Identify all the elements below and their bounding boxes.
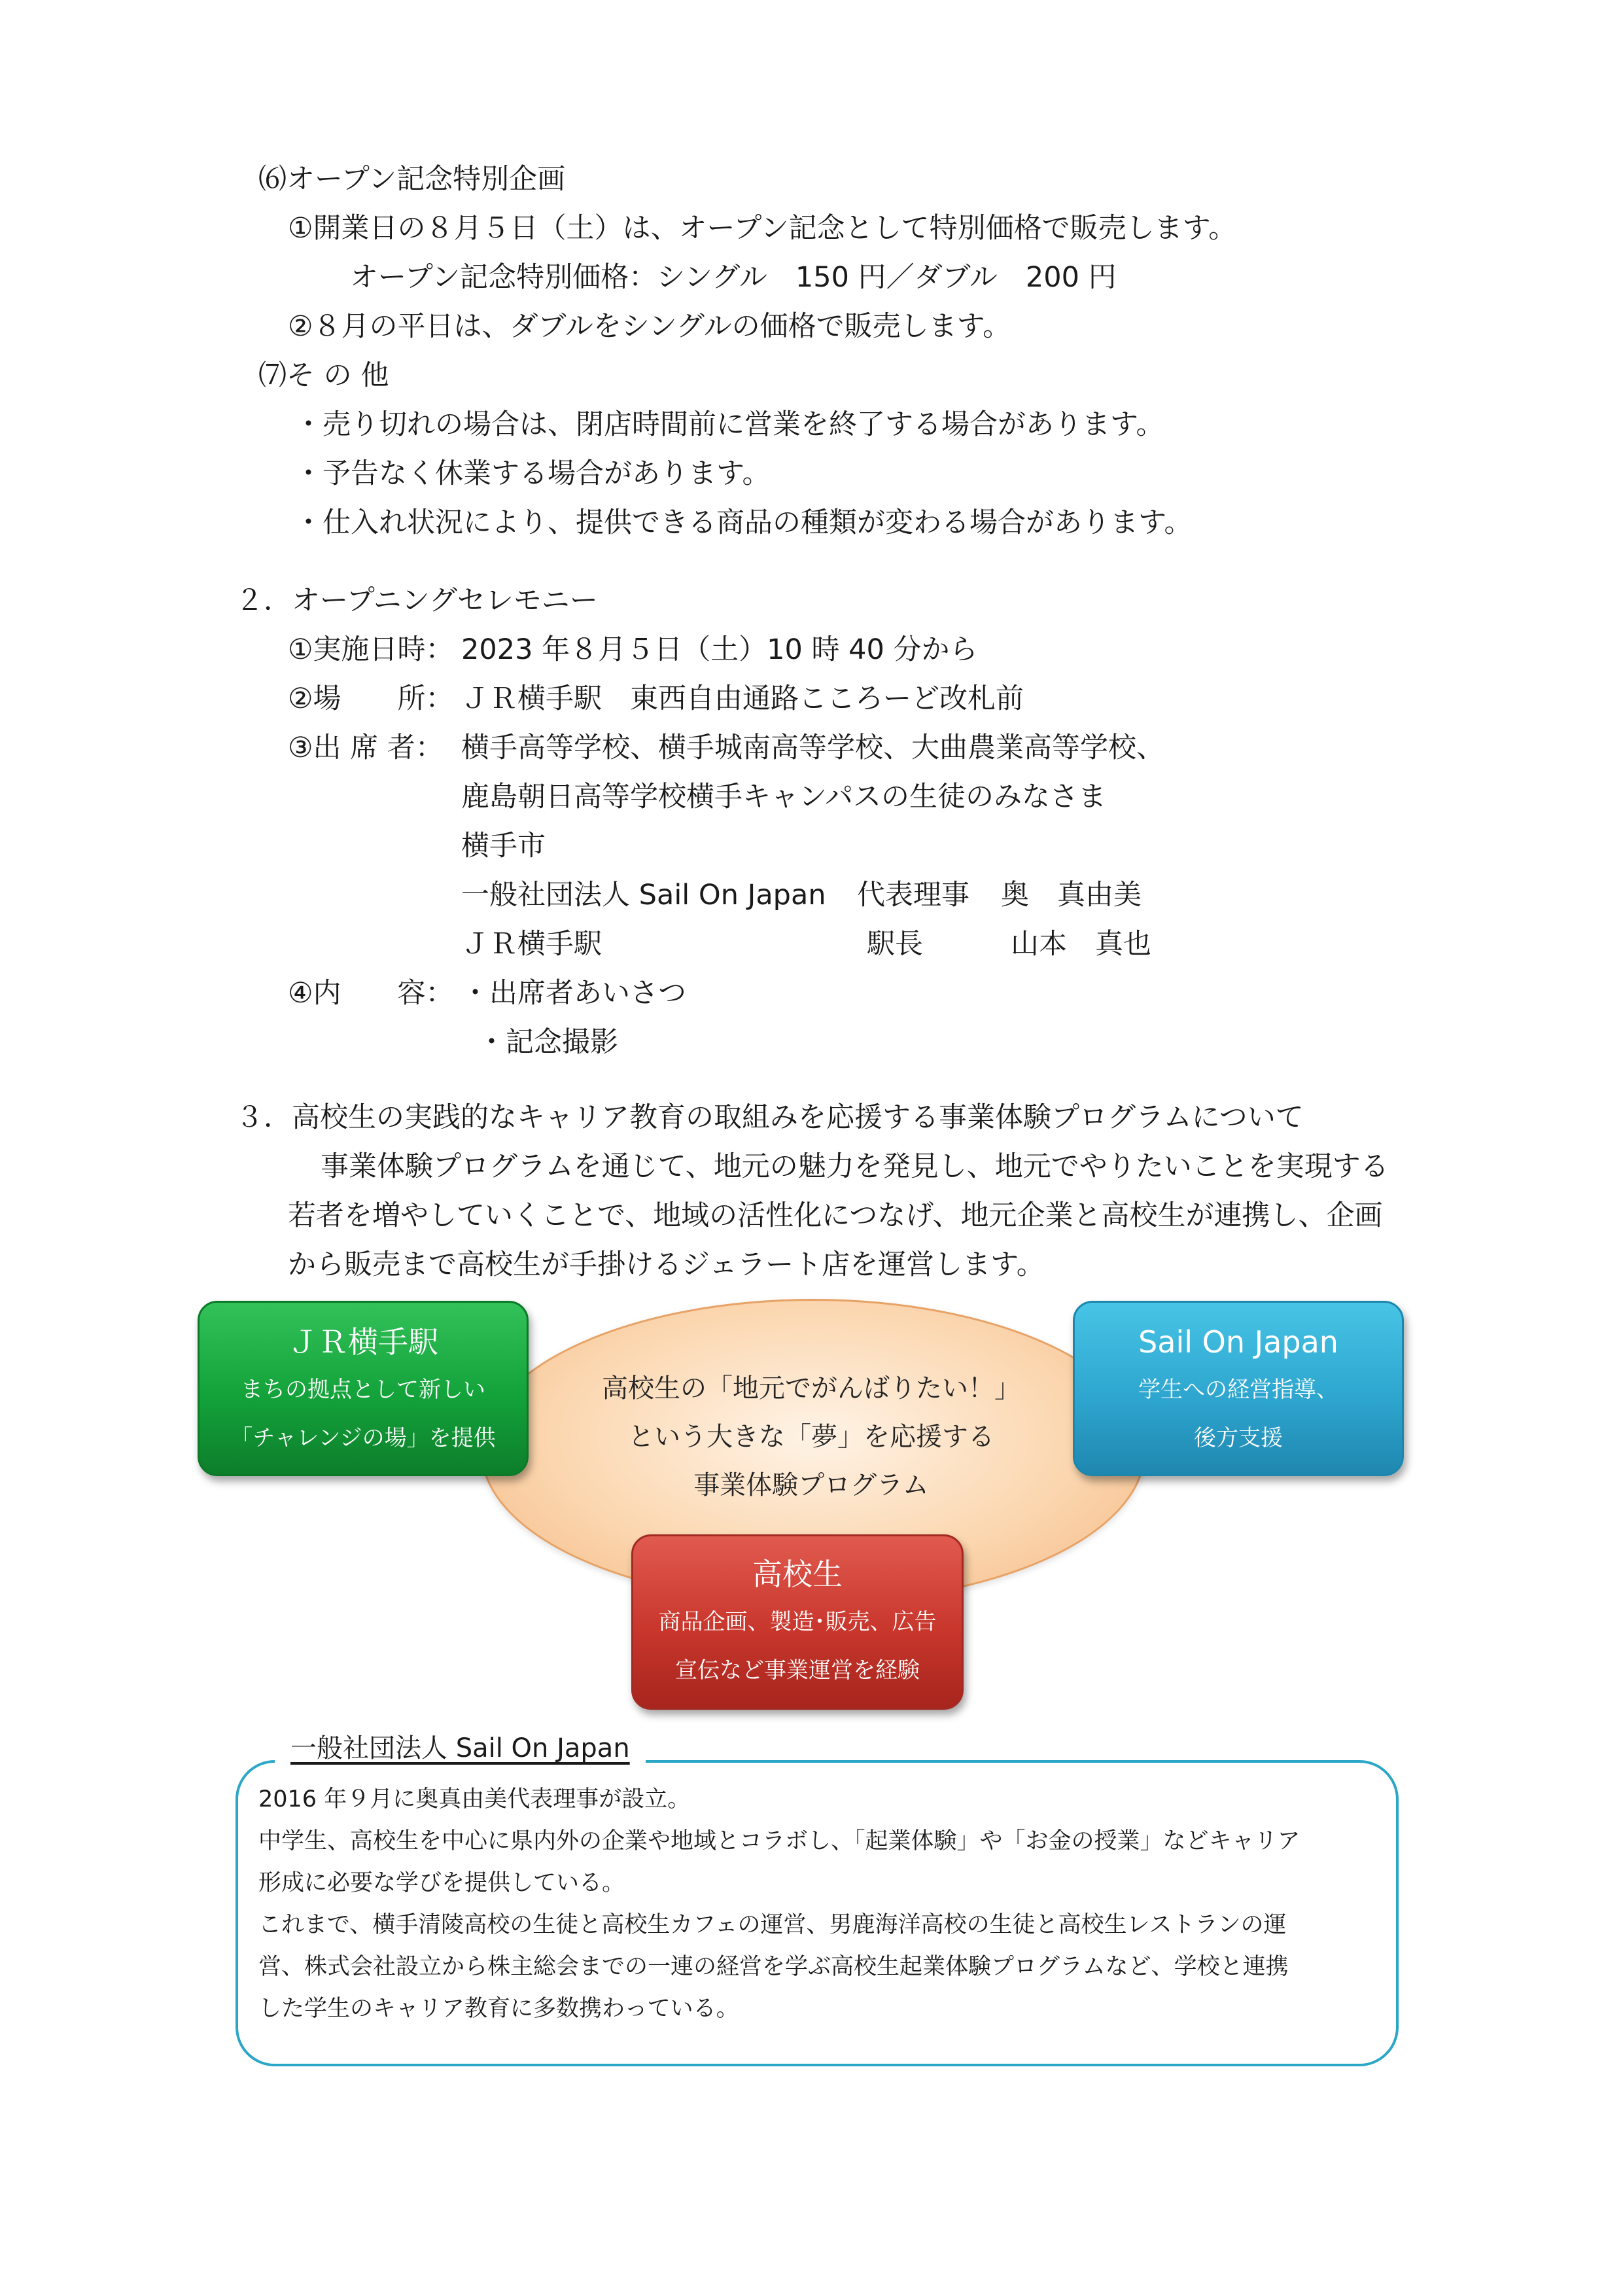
students-desc: 商品企画、製造･販売、広告 xyxy=(658,1609,937,1635)
place-value: ＪＲ横手駅 東西自由通路こころーど改札前 xyxy=(461,682,1024,715)
place-label: ②場 所： xyxy=(288,682,454,715)
section3-paragraph-line: 若者を増やしていくことで、地域の活性化につなげ、地元企業と高校生が連携し、企画 xyxy=(288,1199,1383,1232)
attendees-line: 横手市 xyxy=(461,830,546,862)
info-box-line: 中学生、高校生を中心に県内外の企業や地域とコラボし、「起業体験」や「お金の授業」などキャリア xyxy=(258,1828,1300,1854)
attendee-name: 山本 真也 xyxy=(1011,928,1151,961)
section6-item1: ①開業日の８月５日（土）は、オープン記念として特別価格で販売します。 xyxy=(288,212,1237,245)
section7-bullet: ・売り切れの場合は、閉店時間前に営業を終了する場合があります。 xyxy=(294,408,1164,441)
section3-paragraph-line: 事業体験プログラムを通じて、地元の魅力を発見し、地元でやりたいことを実現する xyxy=(321,1150,1389,1183)
attendees-line: 鹿島朝日高等学校横手キャンパスの生徒のみなさま xyxy=(461,781,1106,813)
info-box-line: 形成に必要な学びを提供している。 xyxy=(258,1870,625,1896)
info-box-line: これまで、横手清陵高校の生徒と高校生カフェの運営、男鹿海洋高校の生徒と高校生レストランの運 xyxy=(258,1912,1287,1938)
section6-item2: ②８月の平日は、ダブルをシングルの価格で販売します。 xyxy=(288,310,1011,343)
students-title: 高校生 xyxy=(752,1557,843,1592)
jr-station-desc: 「チャレンジの場」を提供 xyxy=(230,1425,496,1451)
jr-station-box xyxy=(198,1301,529,1476)
sail-on-japan-desc: 後方支援 xyxy=(1194,1425,1283,1451)
section6-item1-detail: オープン記念特別価格：シングル 150 円／ダブル 200 円 xyxy=(350,261,1117,294)
section2-heading: ２．オープニングセレモニー xyxy=(236,584,598,617)
students-desc: 宣伝など事業運営を経験 xyxy=(675,1657,920,1684)
jr-station-title: ＪＲ横手駅 xyxy=(288,1324,438,1360)
program-text: 事業体験プログラム xyxy=(693,1470,929,1500)
info-box-title: 一般社団法人 Sail On Japan xyxy=(275,1729,646,1768)
attendees-label: ③出 席 者： xyxy=(288,732,444,764)
info-box-line: 営、株式会社設立から株主総会までの一連の経営を学ぶ高校生起業体験プログラムなど、学校と連携 xyxy=(258,1954,1289,1980)
attendee-role: 代表理事 xyxy=(857,879,969,911)
section6-heading: ⑹オープン記念特別企画 xyxy=(258,163,566,196)
info-box-line: した学生のキャリア教育に多数携わっている。 xyxy=(258,1996,739,2022)
sail-on-japan-title: Sail On Japan xyxy=(1138,1324,1338,1360)
section3-heading: ３．高校生の実践的なキャリア教育の取組みを応援する事業体験プログラムについて xyxy=(236,1101,1304,1134)
content-item: ・記念撮影 xyxy=(478,1026,618,1059)
section7-bullet: ・仕入れ状況により、提供できる商品の種類が変わる場合があります。 xyxy=(294,506,1193,539)
section7-bullet: ・予告なく休業する場合があります。 xyxy=(294,457,771,490)
section3-paragraph-line: から販売まで高校生が手掛けるジェラート店を運営します。 xyxy=(288,1248,1045,1281)
attendee-role: 駅長 xyxy=(867,928,923,961)
section7-heading: ⑺そ の 他 xyxy=(258,359,389,392)
attendee-org: 一般社団法人 Sail On Japan xyxy=(461,879,826,911)
attendee-name: 奥 真由美 xyxy=(1001,879,1142,911)
info-box-line: 2016 年９月に奥真由美代表理事が設立。 xyxy=(258,1786,691,1812)
sail-on-japan-box xyxy=(1073,1301,1404,1476)
jr-station-desc: まちの拠点として新しい xyxy=(241,1377,485,1403)
content-item: ・出席者あいさつ xyxy=(461,977,686,1010)
attendee-org: ＪＲ横手駅 xyxy=(461,928,602,961)
program-text: という大きな「夢」を応援する xyxy=(628,1422,994,1452)
content-label: ④内 容： xyxy=(288,977,454,1010)
date-label: ①実施日時： xyxy=(288,633,454,666)
attendees-line: 横手高等学校、横手城南高等学校、大曲農業高等学校、 xyxy=(461,732,1164,764)
program-text: 高校生の「地元でがんばりたい！」 xyxy=(602,1373,1021,1404)
date-value: 2023 年８月５日（土）10 時 40 分から xyxy=(461,633,978,666)
students-box xyxy=(631,1534,964,1710)
sail-on-japan-desc: 学生への経営指導、 xyxy=(1138,1377,1338,1403)
